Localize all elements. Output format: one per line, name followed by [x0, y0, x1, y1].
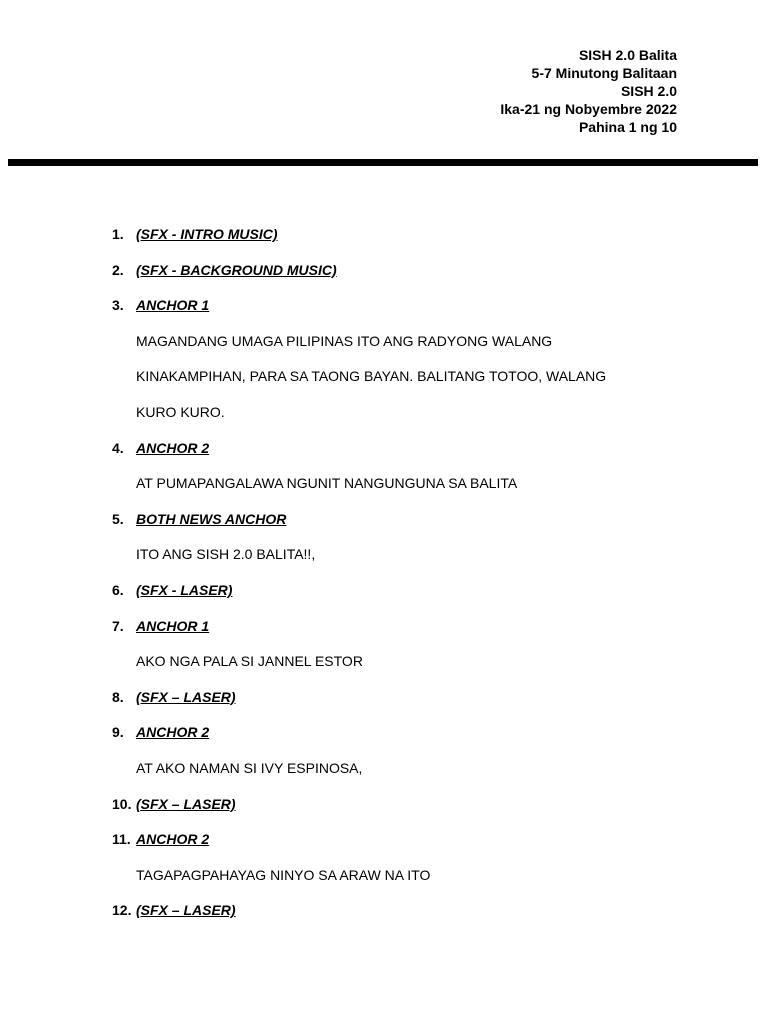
script-cue-line	[0, 224, 768, 260]
cue-number: 3.	[112, 297, 124, 314]
script-cue-line	[0, 900, 768, 936]
cue-number: 1.	[112, 226, 124, 242]
script-cue-line	[0, 687, 768, 723]
script-cue-line	[0, 438, 768, 474]
cue-label: BOTH NEWS ANCHOR	[136, 510, 287, 527]
script-cue-line	[0, 616, 768, 652]
script-cue-line	[0, 509, 768, 545]
header-divider	[8, 159, 758, 166]
cue-label: ANCHOR 2	[136, 724, 210, 741]
header-program: SISH 2.0	[620, 83, 677, 99]
script-dialogue-line	[0, 758, 768, 794]
script-cue-line	[0, 295, 768, 331]
cue-number: 5.	[112, 510, 124, 527]
cue-label: (SFX – LASER)	[136, 795, 236, 812]
cue-label: (SFX - INTRO MUSIC)	[136, 226, 278, 242]
cue-label: ANCHOR 1	[136, 297, 210, 314]
cue-number: 12.	[112, 902, 132, 919]
cue-number: 6.	[112, 581, 124, 598]
script-dialogue-line	[0, 651, 768, 687]
cue-number: 10.	[112, 795, 132, 812]
dialogue-text: TAGAPAGPAHAYAG NINYO SA ARAW NA ITO	[136, 866, 431, 883]
header-duration: 5-7 Minutong Balitaan	[531, 65, 677, 81]
cue-label: (SFX – LASER)	[136, 688, 236, 705]
cue-number: 11.	[112, 831, 131, 848]
cue-label: (SFX - BACKGROUND MUSIC)	[136, 261, 337, 278]
script-body	[0, 224, 768, 936]
header-date: Ika-21 ng Nobyembre 2022	[500, 101, 677, 117]
cue-label: (SFX – LASER)	[136, 902, 236, 919]
cue-number: 8.	[112, 688, 124, 705]
cue-number: 2.	[112, 261, 124, 278]
script-dialogue-line	[0, 366, 768, 402]
script-cue-line	[0, 829, 768, 865]
dialogue-text: MAGANDANG UMAGA PILIPINAS ITO ANG RADYONG WALANG	[136, 332, 553, 349]
script-dialogue-line	[0, 331, 768, 367]
cue-label: (SFX - LASER)	[136, 581, 233, 598]
script-dialogue-line	[0, 402, 768, 438]
script-dialogue-line	[0, 473, 768, 509]
dialogue-text: AKO NGA PALA SI JANNEL ESTOR	[136, 653, 363, 670]
script-dialogue-line	[0, 865, 768, 901]
dialogue-text: AT AKO NAMAN SI IVY ESPINOSA,	[136, 759, 363, 776]
script-cue-line	[0, 794, 768, 830]
script-cue-line	[0, 260, 768, 296]
cue-label: ANCHOR 1	[136, 617, 210, 634]
dialogue-text: KURO KURO.	[136, 403, 225, 420]
cue-number: 4.	[112, 439, 124, 456]
script-cue-line	[0, 722, 768, 758]
cue-label: ANCHOR 2	[136, 831, 210, 848]
cue-label: ANCHOR 2	[136, 439, 210, 456]
script-dialogue-line	[0, 544, 768, 580]
dialogue-text: KINAKAMPIHAN, PARA SA TAONG BAYAN. BALITANG TOTOO, WALANG	[136, 368, 607, 385]
document-header	[500, 46, 677, 136]
script-cue-line	[0, 580, 768, 616]
dialogue-text: ITO ANG SISH 2.0 BALITA!!,	[136, 546, 316, 563]
header-title: SISH 2.0 Balita	[578, 47, 677, 63]
cue-number: 9.	[112, 724, 124, 741]
dialogue-text: AT PUMAPANGALAWA NGUNIT NANGUNGUNA SA BALITA	[136, 475, 518, 492]
cue-number: 7.	[112, 617, 124, 634]
header-page-number: Pahina 1 ng 10	[578, 119, 677, 135]
